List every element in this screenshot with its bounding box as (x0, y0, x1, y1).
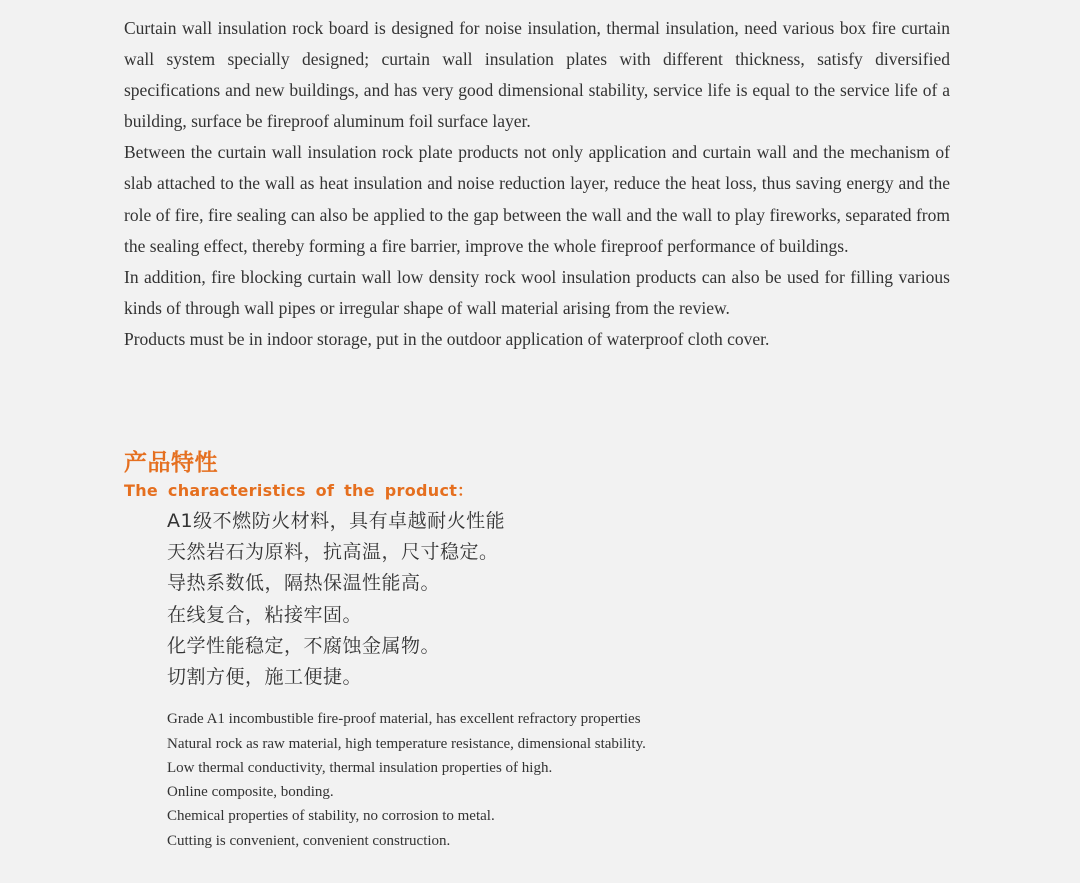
intro-paragraph-1: Curtain wall insulation rock board is designed for noise insulation, thermal insulation, need various box fire curtain wall system specially designed; curtain wall insulation plates with different thickness, satisfy diversified specifications and new buildings, and has very good dimensional stability, service life is equal to the service life of a building, surface be fireproof aluminum foil surface layer. (124, 18, 950, 132)
list-item-en: Chemical properties of stability, no corrosion to metal. (167, 808, 495, 825)
list-item-cn: 在线复合，粘接牢固。 (167, 603, 363, 626)
characteristics-list-cn (124, 506, 950, 693)
product-description (124, 13, 950, 355)
intro-paragraph-2: Between the curtain wall insulation rock plate products not only application and curtain wall and the mechanism of slab attached to the wall as heat insulation and noise reduction layer, reduce the heat loss, thus saving energy and the role of fire, fire sealing can also be applied to the gap between the wall and the wall to play fireworks, separated from the sealing effect, thereby forming a fire barrier, improve the whole fireproof performance of buildings. (124, 142, 950, 256)
intro-paragraph-3: In addition, fire blocking curtain wall low density rock wool insulation products can also be used for filling various kinds of through wall pipes or irregular shape of wall material arising from the review. (124, 266, 950, 318)
list-item-en: Cutting is convenient, convenient construction. (167, 832, 451, 849)
list-item-en: Low thermal conductivity, thermal insulation properties of high. (167, 759, 553, 776)
section-title-cn: 产品特性 (124, 450, 218, 476)
list-item-cn: 导热系数低，隔热保温性能高。 (167, 572, 441, 595)
list-item-en: Natural rock as raw material, high temperature resistance, dimensional stability. (167, 735, 646, 752)
characteristics-list-en (124, 707, 950, 853)
list-item-en: Grade A1 incombustible fire-proof material, has excellent refractory properties (167, 711, 641, 728)
list-item-cn: 化学性能稳定，不腐蚀金属物。 (167, 634, 441, 657)
list-item-en: Online composite, bonding. (167, 784, 334, 801)
list-item-cn: A1级不燃防火材料，具有卓越耐火性能 (167, 510, 506, 532)
intro-text (124, 13, 950, 355)
intro-paragraph-4: Products must be in indoor storage, put in the outdoor application of waterproof cloth cover. (124, 328, 770, 349)
characteristics-section (124, 446, 950, 853)
list-item-cn: 天然岩石为原料，抗高温，尺寸稳定。 (167, 541, 499, 564)
list-item-cn: 切割方便，施工便捷。 (167, 666, 363, 689)
section-title-en: The characteristics of the product： (124, 481, 474, 500)
